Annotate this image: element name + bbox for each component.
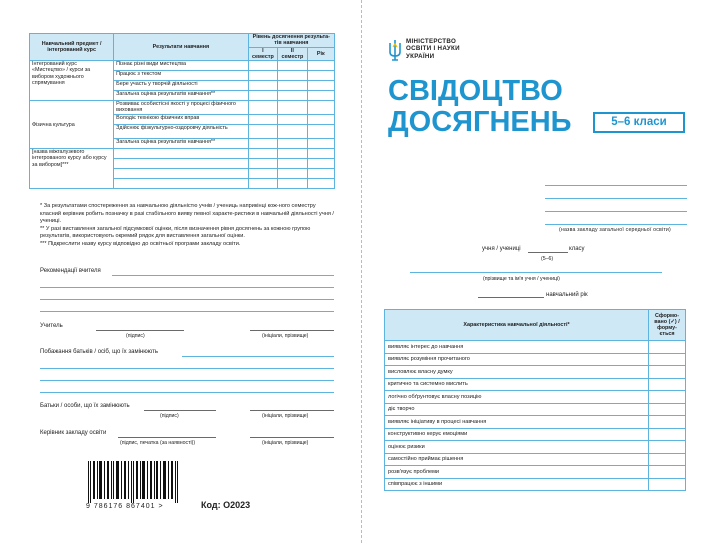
grade-cell[interactable]: [248, 71, 278, 81]
grade-cell[interactable]: [278, 159, 308, 169]
characteristic-cell: висловлює власну думку: [385, 366, 649, 379]
table-row: [385, 416, 686, 429]
characteristic-cell: логічно обґрунтовує власну позицію: [385, 391, 649, 404]
status-checkbox-cell[interactable]: [649, 478, 686, 491]
grade-cell[interactable]: [278, 61, 308, 71]
head-signature-line[interactable]: [118, 437, 216, 438]
result-cell: Загальна оцінка результатів навчання**: [114, 139, 248, 149]
ministry-line: УКРАЇНИ: [406, 52, 435, 60]
head-label: Керівник закладу освіти: [40, 430, 107, 436]
parents-wishes-line[interactable]: [182, 356, 334, 357]
table-row: [385, 441, 686, 454]
table-row: [385, 366, 686, 379]
result-cell[interactable]: [114, 169, 248, 179]
ministry-line: ОСВІТИ І НАУКИ: [406, 45, 460, 53]
trident-emblem: [386, 38, 404, 62]
characteristic-cell: конструктивно керує емоціями: [385, 428, 649, 441]
footnote-2: ** У разі виставлення загальної підсумкової оцінки, після визначення рівня досягнень за кожною групою результатів, використовують окремий рядок для виставлення загальної оцінки.: [40, 225, 311, 240]
initials-caption: (ініціали, прізвище): [262, 440, 309, 446]
class-caption: (5–6): [541, 256, 554, 262]
footnotes: [40, 203, 338, 249]
subject-cell: [назва міжгалузевого інтегрованого курсу або курсу за вибором]***: [30, 149, 114, 189]
trident-icon: [386, 38, 404, 62]
table-row: [385, 391, 686, 404]
characteristic-cell: виявляє ініціативу в процесі навчання: [385, 416, 649, 429]
status-checkbox-cell[interactable]: [649, 341, 686, 354]
status-header: Сформо-вано (✓) / форму-ється: [649, 310, 686, 341]
grade-cell[interactable]: [307, 159, 334, 169]
characteristic-cell: співпрацює з іншими: [385, 478, 649, 491]
grade-cell[interactable]: [278, 71, 308, 81]
table-row: [30, 149, 335, 159]
barcode-number: 9 786176 867401 >: [86, 503, 164, 510]
status-checkbox-cell[interactable]: [649, 428, 686, 441]
grade-badge: 5–6 класи: [593, 112, 685, 133]
grade-cell[interactable]: [248, 179, 278, 189]
result-cell: Загальна оцінка результатів навчання**: [114, 91, 248, 101]
grade-cell[interactable]: [278, 139, 308, 149]
head-sign-caption: (підпис, печатка (за наявності)): [120, 440, 196, 446]
table-row: [30, 101, 335, 115]
result-cell: Здійснює фізкультурно-оздоровчу діяльність: [114, 125, 248, 139]
grade-cell[interactable]: [307, 139, 334, 149]
grade-cell[interactable]: [278, 81, 308, 91]
parents-wishes-label: Побажання батьків / осіб, що їх замінюють: [40, 349, 158, 355]
grade-cell[interactable]: [248, 169, 278, 179]
grade-cell[interactable]: [307, 169, 334, 179]
parents-wishes-line[interactable]: [40, 392, 334, 393]
school-year-line[interactable]: [478, 297, 544, 298]
grade-cell[interactable]: [307, 149, 334, 159]
barcode-icon: [86, 461, 182, 505]
grade-cell[interactable]: [278, 101, 308, 115]
grade-cell[interactable]: [278, 125, 308, 139]
grade-cell[interactable]: [248, 139, 278, 149]
title-line-1: СВІДОЦТВО: [388, 75, 563, 107]
activity-table: [384, 309, 686, 491]
table-row: [385, 453, 686, 466]
result-cell[interactable]: [114, 179, 248, 189]
school-line[interactable]: [545, 185, 687, 186]
grade-cell[interactable]: [248, 159, 278, 169]
parents-sign-label: Батьки / особи, що їх замінюють: [40, 403, 130, 409]
characteristic-cell: виявляє інтерес до навчання: [385, 341, 649, 354]
result-cell: Пізнає різні види мистецтва: [114, 61, 248, 71]
grade-cell[interactable]: [278, 169, 308, 179]
status-checkbox-cell[interactable]: [649, 453, 686, 466]
student-name-line[interactable]: [410, 272, 662, 273]
title-line-2: ДОСЯГНЕНЬ: [388, 106, 572, 138]
recommendations-label: Рекомендації вчителя: [40, 268, 101, 274]
col-level-header: Рівень досягнення результа-тів навчання: [248, 34, 334, 48]
school-year-label: навчальний рік: [546, 292, 588, 298]
grade-cell[interactable]: [278, 179, 308, 189]
grade-cell[interactable]: [278, 91, 308, 101]
grade-cell[interactable]: [307, 71, 334, 81]
characteristic-cell: виявляє розуміння прочитаного: [385, 353, 649, 366]
table-row: [385, 353, 686, 366]
result-cell: Розвиває особистісні якості у процесі фізичного виховання: [114, 101, 248, 115]
parents-name-line[interactable]: [250, 410, 334, 411]
status-checkbox-cell[interactable]: [649, 403, 686, 416]
col-sem1-header: І семестр: [248, 47, 278, 61]
class-label: класу: [569, 246, 585, 252]
subject-cell: Інтегрований курс «Мистецтво» / курси за вибором художнього спрямування: [30, 61, 114, 101]
result-cell[interactable]: [114, 149, 248, 159]
status-checkbox-cell[interactable]: [649, 416, 686, 429]
teacher-name-line[interactable]: [250, 330, 334, 331]
parents-wishes-line[interactable]: [40, 368, 334, 369]
col-sem2-header: ІІ семестр: [278, 47, 308, 61]
result-cell[interactable]: [114, 159, 248, 169]
grade-cell[interactable]: [307, 125, 334, 139]
status-checkbox-cell[interactable]: [649, 378, 686, 391]
characteristic-cell: розв'язує проблеми: [385, 466, 649, 479]
result-cell: Працює з текстом: [114, 71, 248, 81]
table-row: [385, 428, 686, 441]
school-line[interactable]: [545, 198, 687, 199]
name-caption: (прізвище та ім'я учня / учениці): [483, 276, 560, 282]
grade-cell[interactable]: [248, 101, 278, 115]
table-row: [385, 403, 686, 416]
table-row: [385, 341, 686, 354]
results-table: [29, 33, 335, 189]
result-cell: Володіє технікою фізичних вправ: [114, 115, 248, 125]
school-line[interactable]: [545, 211, 687, 212]
characteristic-cell: оцінює ризики: [385, 441, 649, 454]
grade-cell[interactable]: [278, 149, 308, 159]
grade-cell[interactable]: [278, 115, 308, 125]
parents-wishes-line[interactable]: [40, 380, 334, 381]
product-code: Код: О2023: [201, 500, 251, 510]
ministry-line: МІНІСТЕРСТВО: [406, 38, 457, 45]
school-line[interactable]: [545, 224, 687, 225]
grade-cell[interactable]: [307, 81, 334, 91]
status-checkbox-cell[interactable]: [649, 353, 686, 366]
table-row: [30, 61, 335, 71]
signature-caption: (підпис): [126, 333, 145, 339]
col-results-header: Результати навчання: [114, 34, 248, 61]
result-cell: Бере участь у творчій діяльності: [114, 81, 248, 91]
grade-cell[interactable]: [307, 179, 334, 189]
grade-cell[interactable]: [248, 125, 278, 139]
table-row: [385, 378, 686, 391]
col-subject-header: Навчальний предмет / інтегрований курс: [30, 34, 114, 61]
grade-cell[interactable]: [307, 61, 334, 71]
student-label: учня / учениці: [482, 246, 521, 252]
teacher-signature-line[interactable]: [96, 330, 184, 331]
parents-signature-line[interactable]: [144, 410, 216, 411]
characteristic-cell: діє творчо: [385, 403, 649, 416]
recommendations-line[interactable]: [40, 299, 334, 300]
recommendations-line[interactable]: [40, 287, 334, 288]
recommendations-line[interactable]: [112, 275, 334, 276]
status-checkbox-cell[interactable]: [649, 441, 686, 454]
col-year-header: Рік: [307, 47, 334, 61]
recommendations-line[interactable]: [40, 311, 334, 312]
barcode: [86, 461, 182, 505]
footnote-3: *** Підкреслити назву курсу відповідно до освітньої програми закладу освіти.: [40, 240, 241, 247]
grade-cell[interactable]: [248, 115, 278, 125]
grade-cell[interactable]: [307, 101, 334, 115]
table-row: [385, 466, 686, 479]
signature-caption: (підпис): [160, 413, 179, 419]
characteristic-header: Характеристика навчальної діяльності*: [385, 310, 649, 341]
subject-cell: Фізична культура: [30, 101, 114, 149]
page-divider: [361, 0, 362, 543]
grade-cell[interactable]: [248, 149, 278, 159]
initials-caption: (ініціали, прізвище): [262, 333, 309, 339]
footnote-1: * За результатами спостереження за навчальною діяльністю учнів / учениць наприкінці кож-ного семестру класний керівник робить позначку в разі стабільного вияву певної характе-ристики в навчальній діяльності учня / учениці.: [40, 203, 334, 225]
teacher-label: Учитель: [40, 323, 63, 329]
status-checkbox-cell[interactable]: [649, 391, 686, 404]
class-line[interactable]: [528, 252, 568, 253]
grade-cell[interactable]: [307, 115, 334, 125]
table-row: [385, 478, 686, 491]
status-checkbox-cell[interactable]: [649, 366, 686, 379]
grade-cell[interactable]: [248, 91, 278, 101]
head-name-line[interactable]: [250, 437, 334, 438]
status-checkbox-cell[interactable]: [649, 466, 686, 479]
grade-cell[interactable]: [248, 61, 278, 71]
grade-cell[interactable]: [307, 91, 334, 101]
initials-caption: (ініціали, прізвище): [262, 413, 309, 419]
characteristic-cell: критично та системно мислить: [385, 378, 649, 391]
ministry-name: [406, 38, 460, 60]
characteristic-cell: самостійно приймає рішення: [385, 453, 649, 466]
grade-cell[interactable]: [248, 81, 278, 91]
school-caption: (назва закладу загальної середньої освіти): [559, 227, 671, 233]
